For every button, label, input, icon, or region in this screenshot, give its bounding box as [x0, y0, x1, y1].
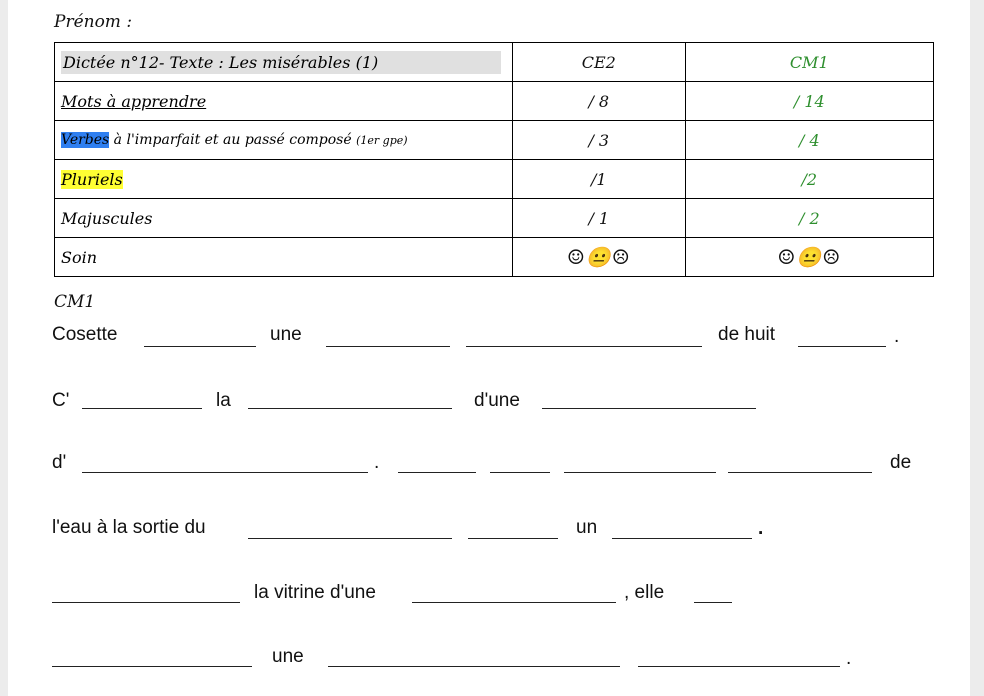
word-dune: d'une — [474, 390, 520, 411]
blank-field[interactable] — [248, 408, 452, 409]
prenom-label: Prénom : — [54, 12, 133, 32]
table-row — [55, 160, 934, 199]
table-row — [55, 238, 934, 277]
col-cm1-header: CM1 — [685, 43, 933, 82]
word-c: C' — [52, 390, 70, 411]
word-de: de — [890, 452, 912, 473]
blank-field[interactable] — [542, 408, 756, 409]
smiley-faces-icon: ☺😐☹ — [566, 245, 631, 269]
blank-field[interactable] — [398, 472, 476, 473]
word-leau: l'eau à la sortie du — [52, 517, 206, 538]
score-ce2-pluriels: /1 — [512, 160, 685, 199]
blank-field[interactable] — [468, 538, 558, 539]
blank-field[interactable] — [412, 602, 616, 603]
blank-field[interactable] — [328, 666, 620, 667]
blank-field[interactable] — [798, 346, 886, 347]
score-ce2-majuscules: / 1 — [512, 199, 685, 238]
worksheet-page — [8, 0, 970, 696]
table-row — [55, 82, 934, 121]
blank-field[interactable] — [82, 472, 368, 473]
table-row — [55, 199, 934, 238]
word-une-2: une — [272, 646, 304, 667]
blank-field[interactable] — [564, 472, 716, 473]
word-un: un — [576, 517, 598, 538]
period: . — [894, 326, 900, 347]
word-la: la — [216, 390, 231, 411]
blank-field[interactable] — [490, 472, 550, 473]
period: . — [758, 518, 764, 539]
word-de-huit: de huit — [718, 324, 776, 345]
dictation-title: Dictée n°12- Texte : Les misérables (1) — [61, 51, 501, 74]
blank-field[interactable] — [728, 472, 872, 473]
row-label-verbes: Verbes — [61, 132, 110, 148]
exercise-level-label: CM1 — [54, 292, 96, 312]
score-ce2-mots: / 8 — [512, 82, 685, 121]
row-label-soin: Soin — [61, 247, 98, 267]
row-label-verbes-small: (1er gpe) — [356, 134, 408, 147]
table-row — [55, 121, 934, 160]
period: . — [846, 648, 852, 669]
blank-field[interactable] — [52, 602, 240, 603]
score-cm1-verbes: / 4 — [685, 121, 933, 160]
word-une: une — [270, 324, 302, 345]
blank-field[interactable] — [466, 346, 702, 347]
col-ce2-header: CE2 — [512, 43, 685, 82]
blank-field[interactable] — [326, 346, 450, 347]
blank-field[interactable] — [638, 666, 840, 667]
row-label-mots: Mots à apprendre — [61, 91, 207, 111]
row-label-pluriels: Pluriels — [61, 169, 123, 189]
blank-field[interactable] — [248, 538, 452, 539]
blank-field[interactable] — [694, 602, 732, 603]
score-ce2-verbes: / 3 — [512, 121, 685, 160]
blank-field[interactable] — [82, 408, 202, 409]
score-cm1-pluriels: /2 — [685, 160, 933, 199]
score-cm1-majuscules: / 2 — [685, 199, 933, 238]
word-d: d' — [52, 452, 67, 473]
blank-field[interactable] — [612, 538, 752, 539]
smiley-faces-icon: ☺😐☹ — [777, 245, 842, 269]
row-label-verbes-rest: à l'imparfait et au passé composé — [109, 132, 357, 148]
word-elle: , elle — [624, 582, 665, 603]
table-header-row — [55, 43, 934, 82]
score-table — [54, 42, 934, 277]
word-cosette: Cosette — [52, 324, 118, 345]
blank-field[interactable] — [52, 666, 252, 667]
blank-field[interactable] — [144, 346, 256, 347]
row-label-majuscules: Majuscules — [61, 208, 153, 228]
period: . — [374, 452, 380, 473]
word-vitrine: la vitrine d'une — [254, 582, 376, 603]
score-cm1-mots: / 14 — [685, 82, 933, 121]
